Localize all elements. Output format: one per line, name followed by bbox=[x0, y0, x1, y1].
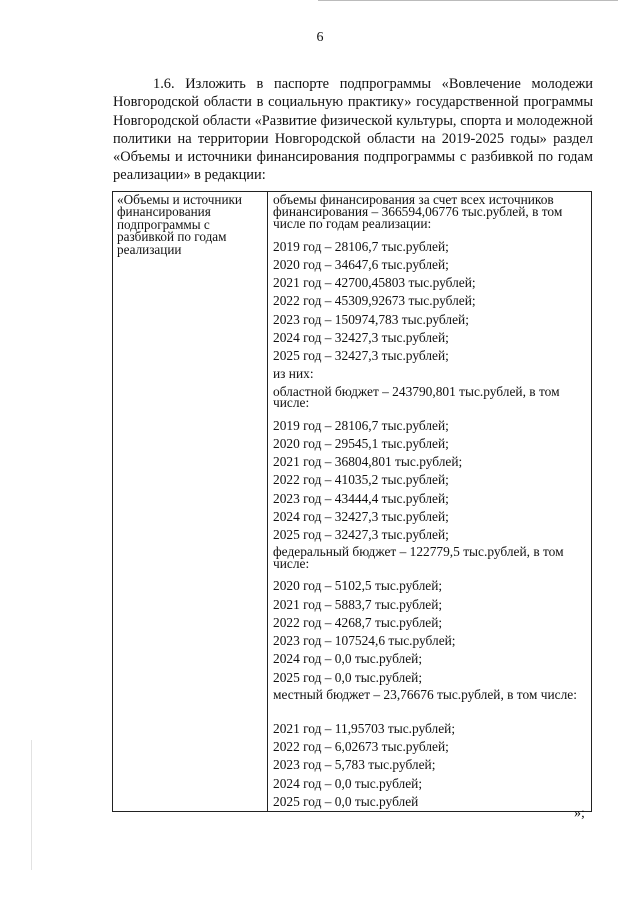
year-amount-line: 2020 год – 34647,6 тыс.рублей; bbox=[273, 256, 449, 272]
top-rule bbox=[318, 0, 618, 1]
year-amount-line: 2023 год – 150974,783 тыс.рублей; bbox=[273, 311, 469, 327]
year-amount-line: 2020 год – 29545,1 тыс.рублей; bbox=[273, 435, 449, 451]
closing-quote: »; bbox=[574, 806, 585, 821]
margin-mark bbox=[31, 740, 32, 870]
year-amount-line: 2022 год – 45309,92673 тыс.рублей; bbox=[273, 293, 476, 309]
regional-years-list bbox=[273, 417, 591, 545]
year-amount-line: 2021 год – 42700,45803 тыс.рублей; bbox=[273, 275, 476, 290]
federal-heading: федеральный бюджет – 122779,5 тыс.рублей, в том числе: bbox=[273, 544, 564, 571]
year-amount-line: 2023 год – 43444,4 тыс.рублей; bbox=[273, 490, 449, 506]
regional-heading: областной бюджет – 243790,801 тыс.рублей, в том числе: bbox=[273, 383, 560, 411]
year-amount-line: 2024 год – 32427,3 тыс.рублей; bbox=[273, 508, 449, 524]
federal-years-list bbox=[273, 577, 591, 687]
year-amount-line: 2021 год – 36804,801 тыс.рублей; bbox=[273, 454, 463, 469]
year-amount-line: 2024 год – 0,0 тыс.рублей; bbox=[273, 651, 423, 667]
total-years-list bbox=[273, 238, 591, 366]
year-amount-line: 2021 год – 11,95703 тыс.рублей; bbox=[273, 720, 456, 736]
year-amount-line: 2024 год – 32427,3 тыс.рублей; bbox=[273, 329, 449, 345]
year-amount-line: 2022 год – 6,02673 тыс.рублей; bbox=[273, 739, 449, 754]
year-amount-line: 2025 год – 0,0 тыс.рублей; bbox=[273, 669, 423, 685]
local-years-list bbox=[273, 720, 591, 811]
year-amount-line: 2025 год – 32427,3 тыс.рублей; bbox=[273, 348, 449, 363]
financing-label-cell: «Объемы и источники финансирования подпрограммы с разбивкой по годам реализации bbox=[113, 192, 268, 812]
local-heading: местный бюджет – 23,76676 тыс.рублей, в том числе: bbox=[273, 686, 577, 702]
total-heading: объемы финансирования за счет всех источников финансирования – 366594,06776 тыс.рублей, в том числе по годам реализации: bbox=[273, 192, 563, 232]
financing-table bbox=[112, 191, 592, 812]
financing-values-cell bbox=[268, 192, 592, 812]
year-amount-line: 2024 год – 0,0 тыс.рублей; bbox=[273, 775, 423, 791]
year-amount-line: 2023 год – 107524,6 тыс.рублей; bbox=[273, 633, 456, 648]
financing-row bbox=[113, 192, 592, 812]
year-amount-line: 2025 год – 32427,3 тыс.рублей; bbox=[273, 527, 449, 542]
page-number: 6 bbox=[316, 30, 324, 45]
year-amount-line: 2023 год – 5,783 тыс.рублей; bbox=[273, 757, 436, 773]
year-amount-line: 2019 год – 28106,7 тыс.рублей; bbox=[273, 238, 449, 254]
year-amount-line: 2025 год – 0,0 тыс.рублей bbox=[273, 793, 419, 809]
of-which-label: из них: bbox=[273, 366, 314, 382]
intro-paragraph: 1.6. Изложить в паспорте подпрограммы «Вовлечение молодежи Новгородской области в социальную практику» государственной программы Новгородской области «Развитие физической культуры, спорта и молодежной политики на территории Новгородской области на 2019-2025 годы» раздел «Объемы и источники финансирования подпрограммы с разбивкой по годам реализации» в редакции: bbox=[113, 76, 593, 184]
year-amount-line: 2021 год – 5883,7 тыс.рублей; bbox=[273, 596, 443, 612]
year-amount-line: 2022 год – 4268,7 тыс.рублей; bbox=[273, 614, 443, 630]
year-amount-line: 2022 год – 41035,2 тыс.рублей; bbox=[273, 472, 449, 488]
year-amount-line: 2020 год – 5102,5 тыс.рублей; bbox=[273, 578, 443, 594]
year-amount-line: 2019 год – 28106,7 тыс.рублей; bbox=[273, 417, 449, 433]
